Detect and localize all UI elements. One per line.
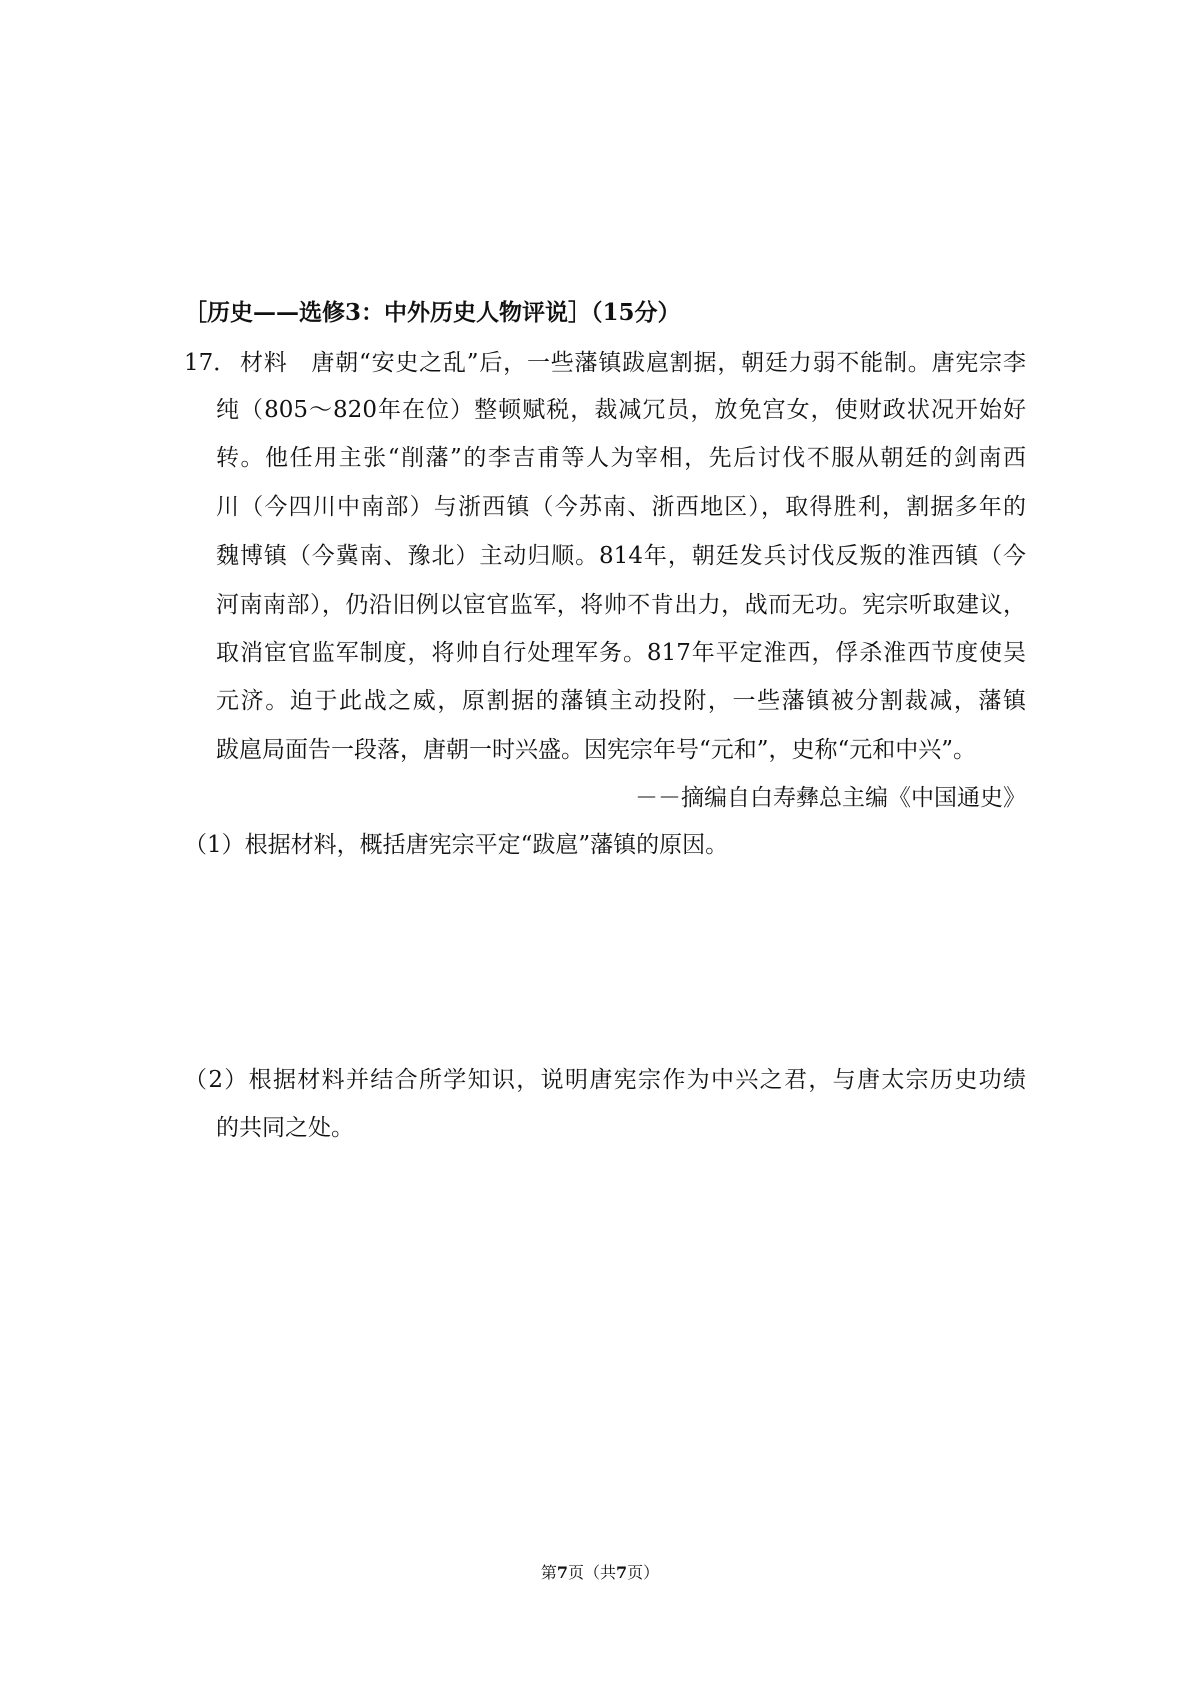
material-line: 川（今四川中南部）与浙西镇（今苏南、浙西地区），取得胜利，割据多年的 [216,494,1026,520]
sub-question-2: （2）根据材料并结合所学知识，说明唐宪宗作为中兴之君，与唐太宗历史功绩 [184,1067,1026,1093]
material-line: 河南南部），仍沿旧例以宦官监军，将帅不肯出力，战而无功。宪宗听取建议， [216,592,1026,618]
sub-question-1: （1）根据材料，概括唐宪宗平定“跋扈”藩镇的原因。 [184,832,729,858]
sub-question-2-continuation: 的共同之处。 [216,1115,354,1141]
material-line: 取消宦官监军制度，将帅自行处理军务。817年平定淮西，俘杀淮西节度使吴 [216,640,1026,666]
current-page-number: 7 [556,1563,568,1582]
material-line: 转。他任用主张“削藩”的李吉甫等人为宰相，先后讨伐不服从朝廷的剑南西 [216,445,1026,471]
material-line: 元济。迫于此战之威，原割据的藩镇主动投附，一些藩镇被分割裁减，藩镇 [216,688,1026,714]
material-line: 跋扈局面告一段落，唐朝一时兴盛。因宪宗年号“元和”，史称“元和中兴”。 [216,737,977,763]
source-citation: －－摘编自白寿彝总主编《中国通史》 [635,785,1026,811]
page-footer: 第7页（共7页） [540,1563,660,1582]
question-number: 17． [184,350,237,376]
material-line: 魏博镇（今冀南、豫北）主动归顺。814年，朝廷发兵讨伐反叛的淮西镇（今 [216,543,1026,569]
material-line: 纯（805～820年在位）整顿赋税，裁减冗员，放免宫女，使财政状况开始好 [216,397,1026,423]
total-page-number: 7 [616,1563,628,1582]
section-heading: ［历史——选修3：中外历史人物评说］（15分） [184,299,681,326]
material-line: 材料 唐朝“安史之乱”后，一些藩镇跋扈割据，朝廷力弱不能制。唐宪宗李 [240,350,1026,376]
